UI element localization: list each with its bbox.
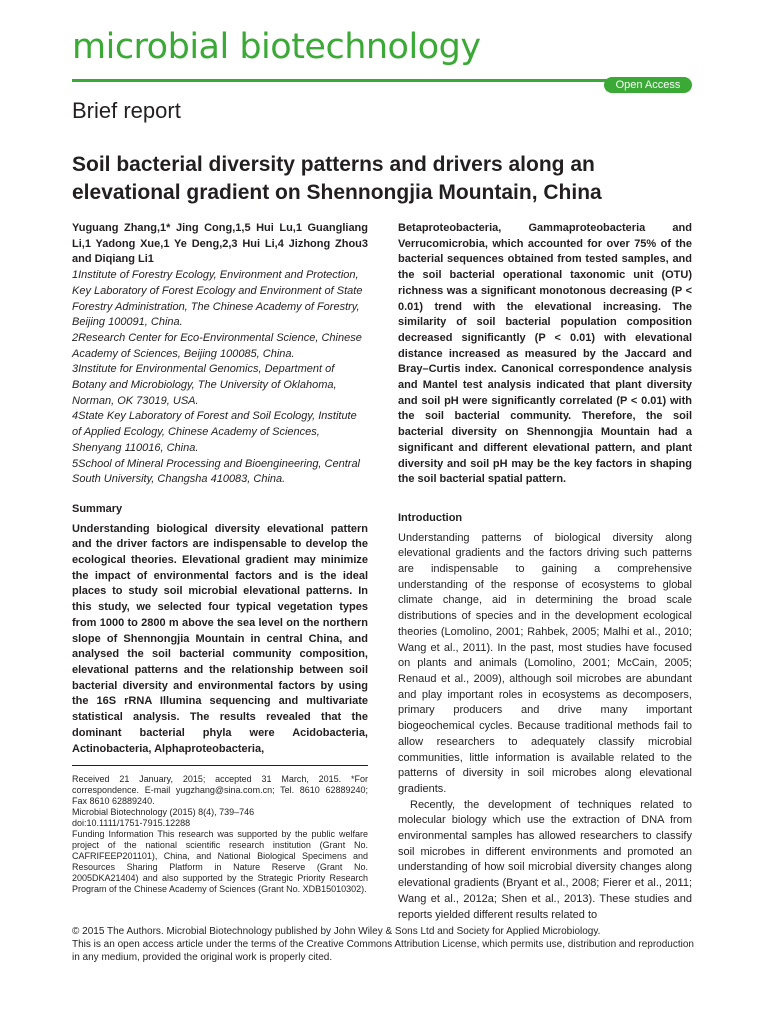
open-access-badge: Open Access <box>604 77 692 93</box>
summary-text-left: Understanding biological diversity elevational pattern and the driver factors are indispensable to develop the ecological theories. Elevational gradient may minimize the impact of environmental factors and is the ideal places to study soil microbial elevational patterns. In this study, we selected four typical vegetation types from 1000 to 2800 m above the sea level on the northern slope of Shennongjia Mountain in central China, and analysed the soil bacterial community composition, elevational patterns and the relationship between soil bacterial diversity and environmental factors by using the 16S rRNA Illumina sequencing and multivariate statistical analysis. The results revealed that the dominant bacterial phyla were Acidobacteria, Actinobacteria, Alphaproteobacteria, <box>72 522 368 755</box>
affiliation-list <box>72 268 368 488</box>
license-block <box>72 925 696 964</box>
copyright-line: © 2015 The Authors. Microbial Biotechnology published by John Wiley & Sons Ltd and Society for Applied Microbiology. <box>72 926 601 937</box>
journal-name: microbial biotechnology <box>72 27 481 67</box>
affiliation-3: 3Institute for Environmental Genomics, Department of Botany and Microbiology, The University of Oklahoma, Norman, OK 73019, USA. <box>72 363 337 407</box>
summary-heading: Summary <box>72 502 123 515</box>
affiliation-4: 4State Key Laboratory of Forest and Soil Ecology, Institute of Applied Ecology, Chinese Academy of Sciences, Shenyang 110016, China. <box>72 410 357 454</box>
funding-note: Funding Information This research was supported by the public welfare project of the national scientific research institution (Grant No. CAFRIFEEP201101), China, and National Biological Specimens and Resources Sharing Platform in Nature Reserve (Grant No. 2005DKA21404) and also supported by the Strategic Priority Research Program of the Chinese Academy of Sciences (Grant No. XDB15010302). <box>72 829 368 894</box>
doi-note: doi:10.1111/1751-7915.12288 <box>72 818 191 828</box>
affiliation-1: 1Institute of Forestry Ecology, Environment and Protection, Key Laboratory of Forest Ecology and Environment of State Forestry Administration, The Chinese Academy of Forestry, Beijing 100091, China. <box>72 269 363 329</box>
footnote-block <box>72 774 368 895</box>
introduction-paragraph-2: Recently, the development of techniques related to molecular biology which use the extraction of DNA from environmental samples has allowed researchers to classify soil microbes in different environments and promoted an understanding of how soil microbial diversity changes along elevational gradients (Bryant et al., 2008; Fierer et al., 2011; Wang et al., 2012a; Shen et al., 2013). These studies and reports yielded different results related to <box>398 798 692 921</box>
footnote-rule <box>72 765 368 766</box>
article-title: Soil bacterial diversity patterns and drivers along an elevational gradient on Shennongjia Mountain, China <box>72 153 602 204</box>
header-rule <box>72 79 607 82</box>
introduction-heading: Introduction <box>398 511 463 524</box>
introduction-paragraph-1: Understanding patterns of biological diversity along elevational gradients and the factors driving such patterns are indispensable to gaining a comprehensive understanding of the response of ecosystems to global climate change, aid in determining the broad scale distributions of species and in the development ecological theories (Lomolino, 2001; Rahbek, 2005; Malhi et al., 2010; Wang et al., 2011). In the past, most studies have focused on plants and animals (Lomolino, 2001; McCain, 2005; Renaud et al., 2009), although soil microbes are abundant and play important roles in ecosystems as decomposers, primary producers and drive many important biogeochemical cycles. Because traditional methods fail to allow researchers to adequately classify microbial communities, little information is available related to the patterns of diversity in soil microbes along elevational gradients. <box>398 531 692 795</box>
summary-text-right: Betaproteobacteria, Gammaproteobacteria and Verrucomicrobia, which accounted for over 75% of the bacterial sequences obtained from tested samples, and the soil bacterial operational taxonomic unit (OTU) richness was a significant monotonous decreasing (P < 0.01) trend with the elevational increasing. The similarity of soil bacterial population composition decreased significantly (P < 0.01) with elevational distance increased as measured by the Jaccard and Bray–Curtis index. Canonical correspondence analysis and Mantel test analysis indicated that plant diversity and soil pH were significantly correlated (P < 0.01) with the soil bacterial community. Therefore, the soil bacterial diversity on Shennongjia Mountain had a significant and different elevational pattern, and plant diversity and soil pH may be the key factors in shaping the soil bacterial spatial pattern. <box>398 222 692 486</box>
license-text: This is an open access article under the terms of the Creative Commons Attribution License, which permits use, distribution and reproduction in any medium, provided the original work is properly cited. <box>72 939 694 963</box>
received-note: Received 21 January, 2015; accepted 31 March, 2015. *For correspondence. E-mail yugzhang@sina.com.cn; Tel. 8610 62889240; Fax 8610 62889240. <box>72 774 368 806</box>
citation-note: Microbial Biotechnology (2015) 8(4), 739–746 <box>72 807 255 817</box>
left-column <box>72 221 368 757</box>
affiliation-5: 5School of Mineral Processing and Bioengineering, Central South University, Changsha 410083, China. <box>72 457 361 486</box>
affiliation-2: 2Research Center for Eco-Environmental Science, Chinese Academy of Sciences, Beijing 100085, China. <box>72 331 362 360</box>
section-label: Brief report <box>72 98 181 123</box>
right-column <box>398 221 692 923</box>
author-list: Yuguang Zhang,1* Jing Cong,1,5 Hui Lu,1 Guangliang Li,1 Yadong Xue,1 Ye Deng,2,3 Hui Li,4 Jizhong Zhou3 and Diqiang Li1 <box>72 222 368 266</box>
